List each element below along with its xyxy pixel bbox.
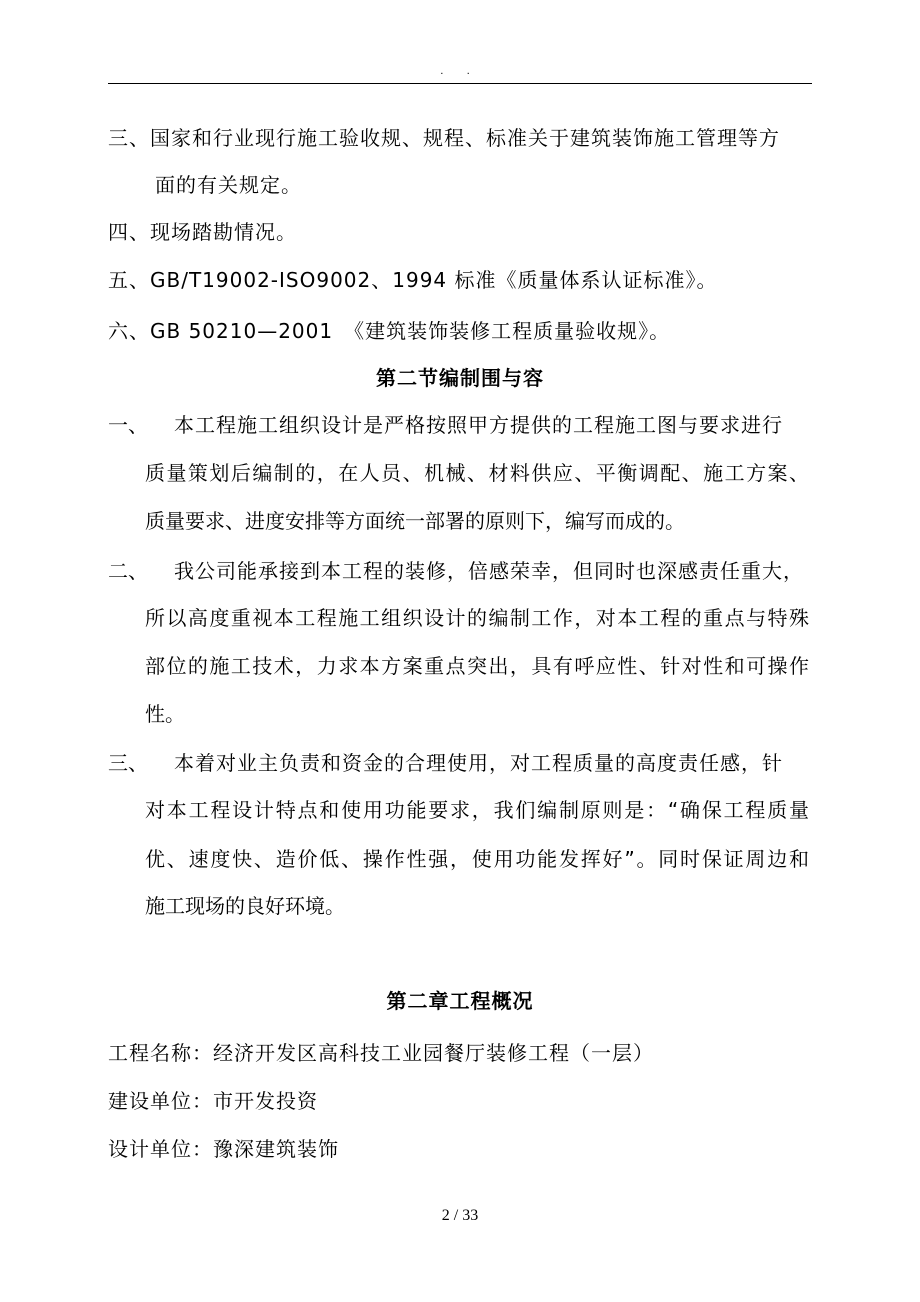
scope-item-2-number: 二、 xyxy=(108,559,148,583)
basis-item-3-continuation: 面的有关规定。 xyxy=(155,173,302,197)
basis-item-6: 六、GB 50210—2001 《建筑装饰装修工程质量验收规》。 xyxy=(108,319,671,343)
scope-item-3-number: 三、 xyxy=(108,751,148,775)
chapter-heading: 第二章工程概况 xyxy=(386,989,534,1013)
scope-item-1 xyxy=(108,412,783,438)
basis-item-3: 三、国家和行业现行施工验收规、规程、标准关于建筑装饰施工管理等方 xyxy=(108,126,780,150)
scope-item-3-line-3: 优、速度快、造价低、操作性强，使用功能发挥好”。同时保证周边和 xyxy=(145,847,809,871)
scope-item-1-number: 一、 xyxy=(108,413,148,437)
design-unit: 设计单位：豫深建筑装饰 xyxy=(108,1137,339,1161)
basis-item-5: 五、GB/T19002-ISO9002、1994 标准《质量体系认证标准》。 xyxy=(108,268,718,292)
construction-unit: 建设单位：市开发投资 xyxy=(108,1089,318,1113)
page-number: 2 / 33 xyxy=(441,1207,479,1224)
scope-item-2-line-2: 所以高度重视本工程施工组织设计的编制工作，对本工程的重点与特殊 xyxy=(145,606,809,630)
section-heading: 第二节编制围与容 xyxy=(376,366,544,390)
scope-item-2-first-line: 我公司能承接到本工程的装修，倍感荣幸，但同时也深感责任重大， xyxy=(174,559,804,583)
scope-item-1-line-2: 质量策划后编制的，在人员、机械、材料供应、平衡调配、施工方案、 xyxy=(145,461,809,485)
scope-item-2 xyxy=(108,558,804,584)
basis-item-4: 四、现场踏勘情况。 xyxy=(108,220,297,244)
scope-item-1-first-line: 本工程施工组织设计是严格按照甲方提供的工程施工图与要求进行 xyxy=(174,413,783,437)
project-name: 工程名称：经济开发区高科技工业园餐厅装修工程（一层） xyxy=(108,1041,654,1065)
scope-item-1-line-3: 质量要求、进度安排等方面统一部署的原则下，编写而成的。 xyxy=(145,509,685,533)
scope-item-3 xyxy=(108,750,783,776)
scope-item-3-line-2: 对本工程设计特点和使用功能要求，我们编制原则是：“确保工程质量 xyxy=(145,798,809,822)
scope-item-2-line-3: 部位的施工技术，力求本方案重点突出，具有呼应性、针对性和可操作 xyxy=(145,654,809,678)
scope-item-3-first-line: 本着对业主负责和资金的合理使用，对工程质量的高度责任感，针 xyxy=(174,751,783,775)
scope-item-3-line-4: 施工现场的良好环境。 xyxy=(145,894,345,918)
header-rule xyxy=(108,83,812,84)
header-mark: . . xyxy=(440,66,480,77)
scope-item-2-line-4: 性。 xyxy=(145,702,185,726)
